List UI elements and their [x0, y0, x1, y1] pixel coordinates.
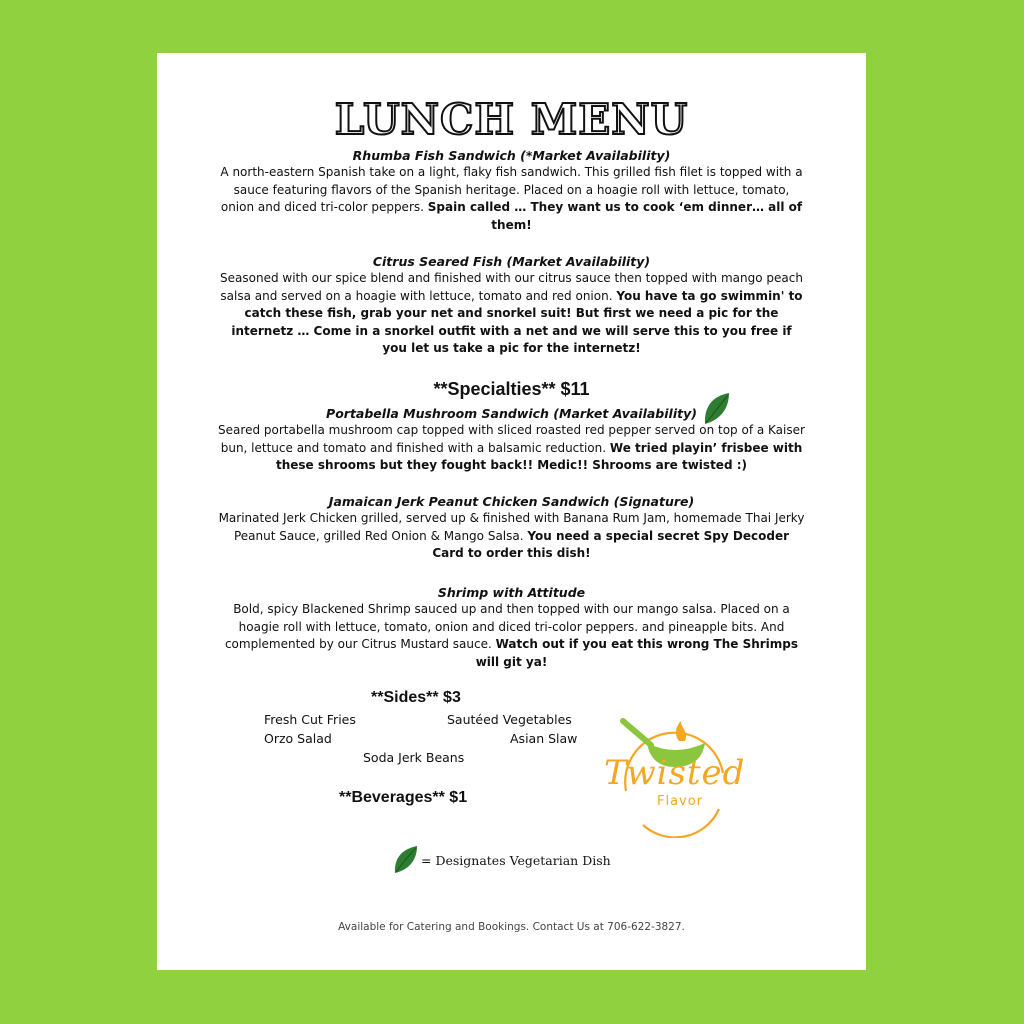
item-joke: Spain called … They want us to cook ‘em dinner… all of them!: [427, 200, 803, 232]
item-description: A north-eastern Spanish take on a light, flaky fish sandwich. This grilled fish filet is topped with a sauce featuring flavors of the Spanish heritage. Placed on a hoagie roll with lettuce, tomato, onion and diced tri-color peppers. Spain called … They want us to cook ‘em dinner… all of them!: [220, 165, 803, 232]
vegetarian-leaf-icon: [703, 392, 731, 426]
side-item: Fresh Cut Fries: [264, 712, 356, 727]
item-name: Citrus Seared Fish (Market Availability): [372, 254, 651, 269]
item-description: Seared portabella mushroom cap topped with sliced roasted red pepper served on top of a Kaiser bun, lettuce and tomato and finished with a balsamic reduction. We tried playin’ frisbee with these shrooms but they fought back!! Medic!! Shrooms are twisted :): [218, 423, 805, 472]
item-name: Portabella Mushroom Sandwich (Market Availability): [326, 406, 697, 421]
item-joke: You have ta go swimmin' to catch these fish, grab your net and snorkel suit! But first we need a pic for the internetz … Come in a snorkel outfit with a net and we will serve this to you free if you let us take a pic for the internetz!: [231, 288, 803, 355]
side-item: Orzo Salad: [264, 731, 332, 746]
item-description: Bold, spicy Blackened Shrimp sauced up and then topped with our mango salsa. Placed on a hoagie roll with lettuce, tomato, onion and diced tri-color peppers. and pineapple bits. And complemented by our Citrus Mustard sauce. Watch out if you eat this wrong The Shrimps will git ya!: [224, 602, 799, 669]
menu-item: [217, 493, 806, 563]
logo-word-twisted: Twisted: [604, 753, 746, 793]
side-item: Sautéed Vegetables: [447, 712, 572, 727]
menu-item: [217, 147, 806, 234]
menu-item: [217, 584, 806, 671]
item-joke: You need a special secret Spy Decoder Card to order this dish!: [432, 528, 789, 560]
vegetarian-leaf-icon: [393, 845, 419, 875]
beverages-heading: **Beverages** $1: [339, 789, 468, 806]
item-name: Shrimp with Attitude: [437, 585, 586, 600]
vegetarian-legend: = Designates Vegetarian Dish: [421, 853, 611, 868]
twisted-flavor-logo: [601, 713, 751, 838]
side-item: Soda Jerk Beans: [363, 750, 465, 765]
item-description: Seasoned with our spice blend and finished with our citrus sauce then topped with mango peach salsa and served on a hoagie with lettuce, tomato and red onion. You have ta go swimmin' to catch these fish, grab your net and snorkel suit! But first we need a pic for the internetz … Come in a snorkel outfit with a net and we will serve this to you free if you let us take a pic for the internetz!: [220, 271, 803, 355]
menu-page: [157, 53, 866, 970]
item-joke: Watch out if you eat this wrong The Shrimps will git ya!: [475, 637, 799, 669]
item-description: Marinated Jerk Chicken grilled, served up & finished with Banana Rum Jam, homemade Thai Jerky Peanut Sauce, grilled Red Onion & Mango Salsa. You need a special secret Spy Decoder Card to order this dish!: [218, 511, 805, 560]
footer-contact: Available for Catering and Bookings. Contact Us at 706-622-3827.: [338, 921, 685, 933]
item-name: Rhumba Fish Sandwich (*Market Availability): [352, 148, 671, 163]
specialties-heading: **Specialties** $11: [433, 379, 590, 399]
item-joke: We tried playin’ frisbee with these shrooms but they fought back!! Medic!! Shrooms are twisted :): [276, 440, 803, 472]
menu-item: [217, 253, 806, 358]
page-title: LUNCH MENU: [334, 95, 689, 144]
side-item: Asian Slaw: [510, 731, 578, 746]
logo-word-flavor: Flavor: [657, 794, 704, 809]
sides-heading: **Sides** $3: [371, 689, 461, 706]
item-name: Jamaican Jerk Peanut Chicken Sandwich (Signature): [328, 494, 695, 509]
